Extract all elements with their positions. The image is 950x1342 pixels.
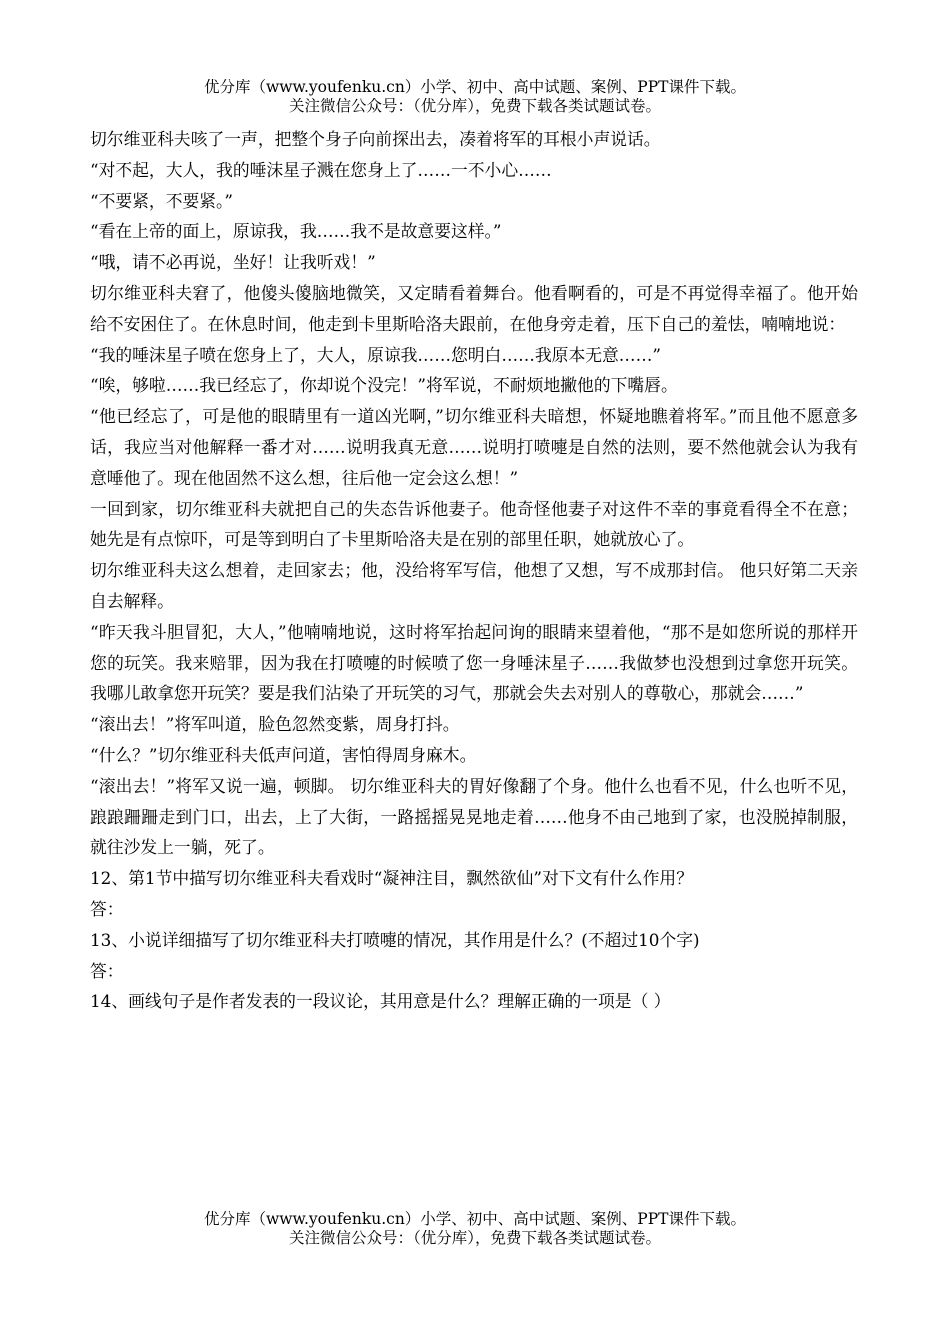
page-header [0,78,950,116]
page-footer [0,1210,950,1248]
document-body [90,124,858,1017]
paragraph: “我的唾沫星子喷在您身上了，大人，原谅我……您明白……我原本无意……” [90,344,661,365]
paragraph: 切尔维亚科夫窘了，他傻头傻脑地微笑，又定睛看着舞台。他看啊看的，可是不再觉得幸福了。他开始给不安困住了。在休息时间，他走到卡里斯哈洛夫跟前，在他身旁走着，压下自己的羞怯，喃喃地说： [90,282,858,334]
paragraph: “看在上帝的面上，原谅我，我……我不是故意要这样。” [90,221,502,242]
paragraph: “滚出去！”将军又说一遍，顿脚。 切尔维亚科夫的胃好像翻了个身。他什么也看不见，什么也听不见，踉踉跚跚走到门口，出去，上了大街，一路摇摇晃晃地走着……他身不由己地到了家，也没脱掉制服，就往沙发上一躺，死了。 [90,775,858,858]
paragraph: 切尔维亚科夫咳了一声，把整个身子向前探出去，凑着将军的耳根小声说话。 [90,129,661,149]
paragraph: “不要紧，不要紧。” [90,190,234,211]
paragraph: “滚出去！”将军叫道，脸色忽然变紫，周身打抖。 [90,714,460,735]
paragraph: “他已经忘了，可是他的眼睛里有一道凶光啊，”切尔维亚科夫暗想，怀疑地瞧着将军。”而且他不愿意多话，我应当对他解释一番才对……说明我真无意……说明打喷嚏是自然的法则，要不然他就会认为我有意唾他了。现在他固然不这么想，往后他一定会这么想！” [90,406,858,488]
question-14: 14、画线句子是作者发表的一段议论，其用意是什么？理解正确的一项是（ ） [90,991,671,1012]
footer-line-2: 关注微信公众号：（优分库），免费下载各类试题试卷。 [288,1229,661,1247]
question-12: 12、第1节中描写切尔维亚科夫看戏时“凝神注目，飘然欲仙”对下文有什么作用？ [90,868,693,889]
paragraph: “什么？”切尔维亚科夫低声问道，害怕得周身麻木。 [90,744,477,765]
paragraph: “昨天我斗胆冒犯，大人，”他喃喃地说，这时将军抬起问询的眼睛来望着他，“那不是如您所说的那样开您的玩笑。我来赔罪，因为我在打喷嚏的时候喷了您一身唾沫星子……我做梦也没想到过拿您开玩笑。我哪儿敢拿您开玩笑？要是我们沾染了开玩笑的习气，那就会失去对别人的尊敬心，那就会……” [90,621,858,704]
paragraph: 切尔维亚科夫这么想着，走回家去；他，没给将军写信，他想了又想，写不成那封信。 他只好第二天亲自去解释。 [90,560,858,611]
header-line-2: 关注微信公众号：（优分库），免费下载各类试题试卷。 [288,97,661,115]
footer-line-1: 优分库（www.youfenku.cn）小学、初中、高中试题、案例、PPT课件下载。 [203,1210,747,1228]
answer-13-label: 答： [90,960,124,981]
paragraph: 一回到家，切尔维亚科夫就把自己的失态告诉他妻子。他奇怪他妻子对这件不幸的事竟看得全不在意；她先是有点惊吓，可是等到明白了卡里斯哈洛夫是在别的部里任职，她就放心了。 [90,498,858,550]
paragraph: “唉，够啦……我已经忘了，你却说个没完！”将军说，不耐烦地撇他的下嘴唇。 [90,375,678,396]
paragraph: “对不起，大人，我的唾沫星子溅在您身上了……一不小心…… [90,159,552,180]
question-13: 13、小说详细描写了切尔维亚科夫打喷嚏的情况，其作用是什么？(不超过10个字) [90,929,700,950]
header-line-1: 优分库（www.youfenku.cn）小学、初中、高中试题、案例、PPT课件下载。 [203,78,747,96]
paragraph: “哦，请不必再说，坐好！让我听戏！” [90,252,376,273]
answer-12-label: 答： [90,898,124,919]
